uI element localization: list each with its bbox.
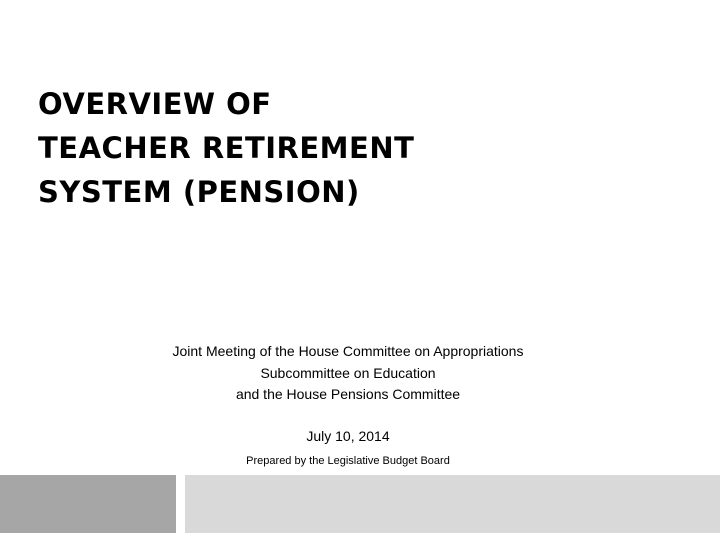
- footer-bar-right: [185, 475, 720, 533]
- footer-bar-left: [0, 475, 176, 533]
- meeting-date: July 10, 2014: [306, 428, 390, 444]
- title-line-3: SYSTEM (PENSION): [38, 175, 360, 209]
- subtitle-line-3: and the House Pensions Committee: [235, 386, 461, 402]
- title-line-2: TEACHER RETIREMENT: [38, 131, 415, 165]
- subtitle-line-2: Subcommittee on Education: [260, 364, 436, 381]
- prepared-by: Prepared by the Legislative Budget Board: [246, 455, 450, 467]
- title-line-1: OVERVIEW OF: [38, 87, 272, 121]
- slide-title: [38, 82, 414, 214]
- slide-subtitle: [0, 341, 696, 406]
- subtitle-line-1: Joint Meeting of the House Committee on Appropriations: [172, 343, 524, 359]
